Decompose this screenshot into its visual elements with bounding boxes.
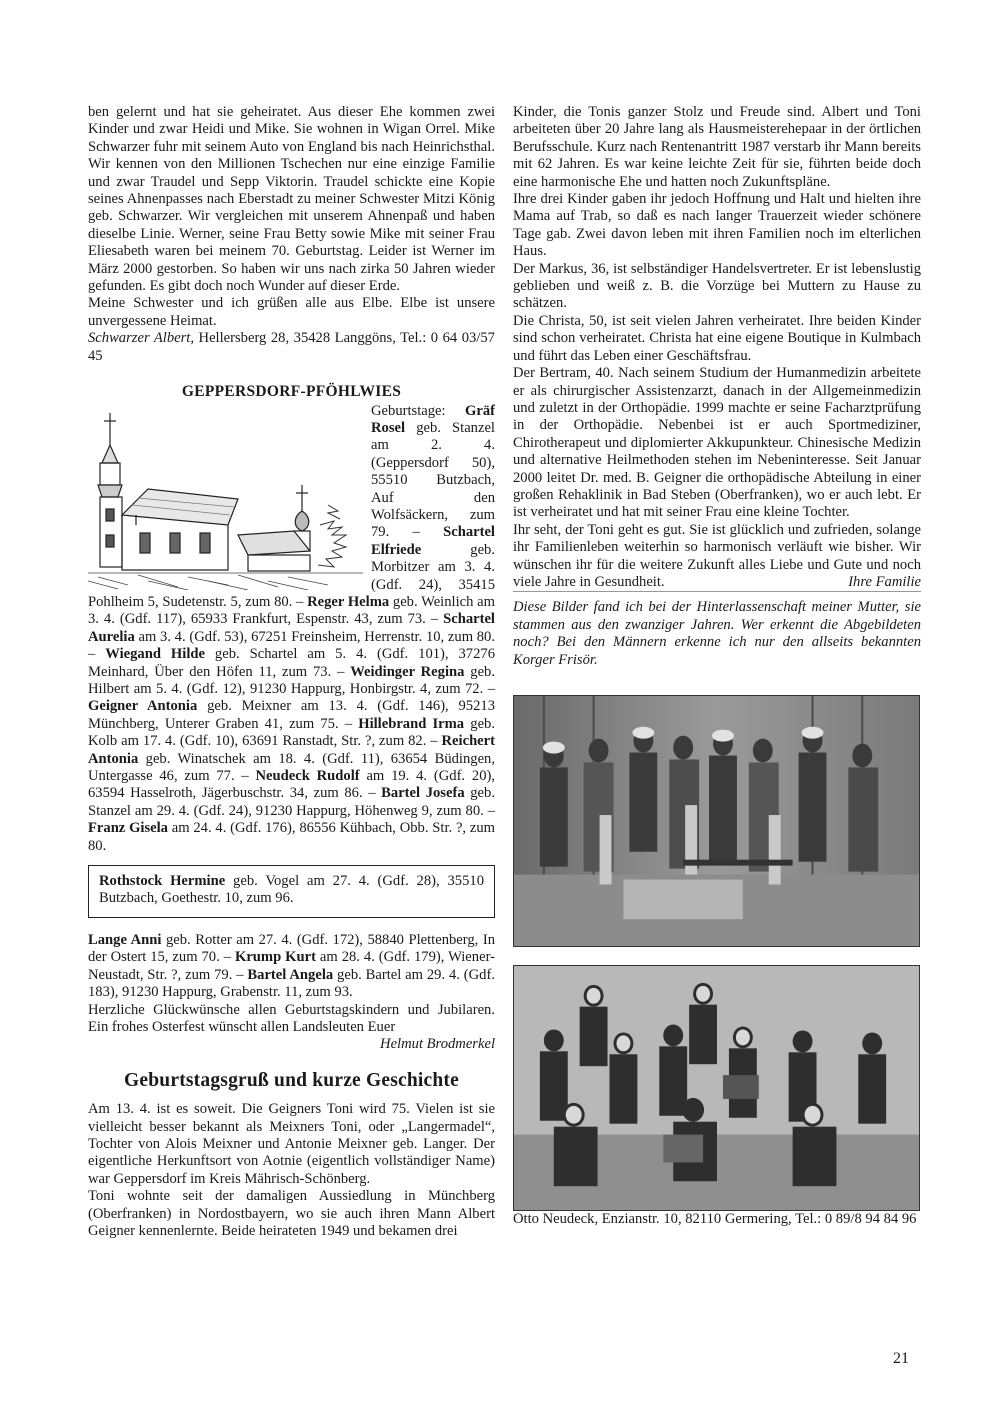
- birthday-name: Schartel Aurelia: [88, 611, 495, 645]
- birthday-details: geb. Morbitzer am 3. 4. (Gdf. 24), 35415 Pohlheim 5, Sudetenstr. 5, zum 80. –: [88, 541, 495, 610]
- birthday-list-continued: [88, 932, 495, 1002]
- birthday-entry: [371, 403, 495, 541]
- birthday-details: geb. Meixner am 13. 4. (Gdf. 146), 95213 Münchberg, Unterer Graben 41, zum 75. –: [88, 698, 495, 732]
- birthday-details: geb. Stanzel am 2. 4. (Geppersdorf 50), 55510 Butzbach, Auf den Wolfsäckern, zum 79. –: [371, 419, 495, 541]
- birthday-name: Hillebrand Irma: [358, 715, 465, 732]
- intro-paragraph-1: ben gelernt und hat sie geheiratet. Aus dieser Ehe kommen zwei Kinder und zwar Heidi und Mike. Sie wohnen in Wigan Orrel. Mike Schwarzer fuhr mit seinem Auto von England bis nach Heinrichsthal. Wir kennen von den Millionen Tschechen nur eine einzige Familie und zwar Traudel und Sepp Viktorin. Traudel schickte eine Kopie seines Ahnenpasses nach Eberstadt zu meiner Schwester Mitzi König geb. Schwarzer. Wir vergleichen mit unserem Ahnenpaß und haben dieselbe Linie. Werner, seine Frau Betty sowie Mike mit seiner Frau Eliesabeth waren bei meinem 70. Geburtstag. Leider ist Werner im März 2000 gestorben. So haben wir uns nach zirka 50 Jahren wieder gefunden. Es gibt doch noch Wunder auf dieser Erde.: [88, 104, 495, 295]
- article-paragraph-1: Am 13. 4. ist es soweit. Die Geigners Toni wird 75. Vielen ist sie vielleicht besser bekannt als Meixners Toni, oder „Langermadel“, Tochter von Alois Meixner und Antonie Meixner geb. Langer. Der eigentliche Herkunftsort von Aotnie (eigentlich vollständiger Name) war Geppersdorf im Kreis Mährisch-Schönberg.: [88, 1101, 495, 1187]
- right-column: [513, 104, 921, 1228]
- photo-men-image: [514, 966, 919, 1210]
- birthday-details: geb. Bartel am 29. 4. (Gdf. 183), 91230 Happurg, Grabenstr. 11, zum 93.: [88, 966, 495, 1001]
- article-heading: Geburtstagsgruß und kurze Geschichte: [124, 1069, 459, 1091]
- birthday-name: Schartel Elfriede: [371, 524, 495, 558]
- boxed-birthday-name: Rothstock Hermine: [99, 873, 226, 890]
- birthday-name: Franz Gisela: [88, 820, 168, 837]
- birthday-details: geb. Hilbert am 5. 4. (Gdf. 12), 91230 Happurg, Honbirgstr. 4, zum 72. –: [88, 663, 495, 697]
- article-paragraph-6: Die Christa, 50, ist seit vielen Jahren verheiratet. Ihre beiden Kinder sind schon verheiratet. Christa hat eine eigene Boutique in Kulmbach und führt das Leben einer Geschäftsfrau.: [513, 312, 921, 364]
- photo-caption: Diese Bilder fand ich bei der Hinterlassenschaft meiner Mutter, sie stammen aus den zwanziger Jahren. Wer erkennt die Abgebildeten noch? Bei den Männern erkenne ich nur den allseits bekannten Korger Frisör.: [513, 591, 921, 669]
- closing-text: Ihr seht, der Toni geht es gut. Sie ist glücklich und zufrieden, solange ihr Familienleben weiterhin so harmonisch verläuft wie bisher. Wir wünschen ihr für die weitere Zukunft alles Liebe und Gute und noch viele Jahre in Gesundheit.: [513, 521, 921, 590]
- intro-paragraph-2: Meine Schwester und ich grüßen alle aus Elbe. Elbe ist unsere unvergessene Heimat.: [88, 295, 495, 329]
- article-paragraph-3: Kinder, die Tonis ganzer Stolz und Freude sind. Albert und Toni arbeiteten über 20 Jahre lang als Hausmeisterehepaar in der örtlichen Berufsschule. Kurz nach Rentenantritt 1987 verstarb ihr Mann bereits mit 62 Jahren. Es war keine leichte Zeit für sie, führten beide doch eine harmonische Ehe und hatten noch Zukunftspläne.: [513, 104, 921, 190]
- church-illustration: [88, 405, 363, 590]
- boxed-birthday-details: geb. Vogel am 27. 4. (Gdf. 28), 35510 Butzbach, Goethestr. 10, zum 96.: [99, 873, 484, 907]
- greeting: Herzliche Glückwünsche allen Geburtstagskindern und Jubilaren. Ein frohes Osterfest wünscht allen Landsleuten Euer: [88, 1001, 495, 1035]
- birthday-name: Reger Helma: [307, 593, 390, 610]
- left-column: [88, 104, 495, 1240]
- section-title: GEPPERSDORF-PFÖHLWIES: [181, 383, 402, 401]
- birthday-details: geb. Kolb am 17. 4. (Gdf. 10), 63691 Ranstadt, Str. ?, zum 82. –: [88, 715, 495, 750]
- article-paragraph-5: Der Markus, 36, ist selbständiger Handelsvertreter. Er ist lebenslustig geblieben und weiß z. B. die Vorzüge bei Muttern zu Hause zu schätzen.: [513, 260, 921, 312]
- article-paragraph-4: Ihre drei Kinder gaben ihr jedoch Hoffnung und Halt und hielten ihre Mama auf Trab, so daß es nach langer Trauerzeit wieder schönere Tage gab. Zwei davon leben mit ihren Familien noch im elterlichen Haus.: [513, 191, 921, 260]
- birthday-name: Wiegand Hilde: [105, 646, 205, 663]
- birthday-details: am 3. 4. (Gdf. 53), 67251 Freinsheim, Herrenstr. 10, zum 80. –: [88, 628, 495, 663]
- birthday-details: am 24. 4. (Gdf. 176), 86556 Kühbach, Obb. Str. ?, zum 80.: [88, 820, 495, 854]
- signature-address: Hellersberg 28, 35428 Langgöns, Tel.: 0 64 03/57 45: [88, 330, 495, 364]
- birthday-name: Neudeck Rudolf: [255, 768, 360, 785]
- photo-women-group: [513, 695, 920, 947]
- birthday-name: Krump Kurt: [234, 949, 316, 966]
- article-paragraph-2: Toni wohnte seit der damaligen Aussiedlung in Münchberg (Oberfranken) in Nordostbayern, wo sie auch ihren Mann Albert Geigner kennenlernte. Beide heirateten 1949 und bekamen drei: [88, 1188, 495, 1239]
- birthday-name: Gräf Rosel: [371, 402, 495, 436]
- birthday-details: geb. Weinlich am 3. 4. (Gdf. 117), 65933 Frankfurt, Espenstr. 43, zum 73. –: [88, 593, 495, 628]
- closing-signature: Ihre Familie: [848, 573, 921, 590]
- birthday-name: Weidinger Regina: [350, 663, 465, 680]
- birthday-details: geb. Schartel am 5. 4. (Gdf. 101), 37276 Meinhard, Über den Höfen 11, zum 73. –: [88, 646, 495, 680]
- highlighted-birthday-box: [88, 865, 495, 918]
- letter-signature: [88, 330, 495, 365]
- signature-name: Schwarzer Albert,: [88, 330, 195, 347]
- birthday-details: geb. Stanzel am 29. 4. (Gdf. 24), 91230 Happurg, Höhenweg 9, zum 80. –: [88, 785, 495, 819]
- page-number: 21: [893, 1350, 909, 1367]
- birthday-name: Bartel Josefa: [381, 785, 465, 802]
- article-paragraph-7: Der Bertram, 40. Nach seinem Studium der Humanmedizin arbeitete er als chirurgischer Assistenzarzt, danach in der Allgemeinmedizin und zuletzt in der Orthopädie. 1999 machte er seine Facharztprüfung in der Orthopädie. Nebenbei ist er auch Sportmediziner, Chirotherapeut und diplomierter Akkupunkteur. Chinesische Medizin und alternative Heilmethoden stehen im Nebeninteresse. Seit Januar 2000 leitet Dr. med. B. Geigner die orthopädische Abteilung in einer großen Rehaklinik in Bad Steben (Oberfranken), wo er auch lebt. Er ist verheiratet und hat mit seiner Frau eine kleine Tochter.: [513, 365, 921, 521]
- photo-women-image: [514, 696, 919, 946]
- birthday-name: Geigner Antonia: [88, 698, 198, 715]
- photo-men-group: [513, 965, 920, 1211]
- birthday-name: Lange Anni: [88, 931, 162, 948]
- birthday-details: am 19. 4. (Gdf. 20), 63594 Hasselroth, Jägerbuschstr. 34, zum 86. –: [88, 768, 495, 802]
- birthday-name: Reichert Antonia: [88, 733, 495, 767]
- article-paragraph-8: [513, 522, 921, 592]
- birthday-entry: [88, 820, 495, 853]
- photo-credit: Otto Neudeck, Enzianstr. 10, 82110 Germering, Tel.: 0 89/8 94 84 96: [513, 1211, 917, 1227]
- birthday-details: geb. Rotter am 27. 4. (Gdf. 172), 58840 Plettenberg, In der Ostert 15, zum 70. –: [88, 931, 495, 966]
- greeting-signature: Helmut Brodmerkel: [380, 1036, 495, 1053]
- birthday-details: am 28. 4. (Gdf. 179), Wiener-Neustadt, Str. ?, zum 79. –: [88, 949, 495, 983]
- birthday-section: [88, 383, 495, 855]
- birthdays-intro: Geburtstage:: [371, 402, 465, 419]
- birthday-details: geb. Winatschek am 18. 4. (Gdf. 11), 63654 Büdingen, Untergasse 46, zum 77. –: [88, 750, 495, 785]
- birthday-name: Bartel Angela: [247, 966, 334, 983]
- church-drawing: [88, 405, 363, 590]
